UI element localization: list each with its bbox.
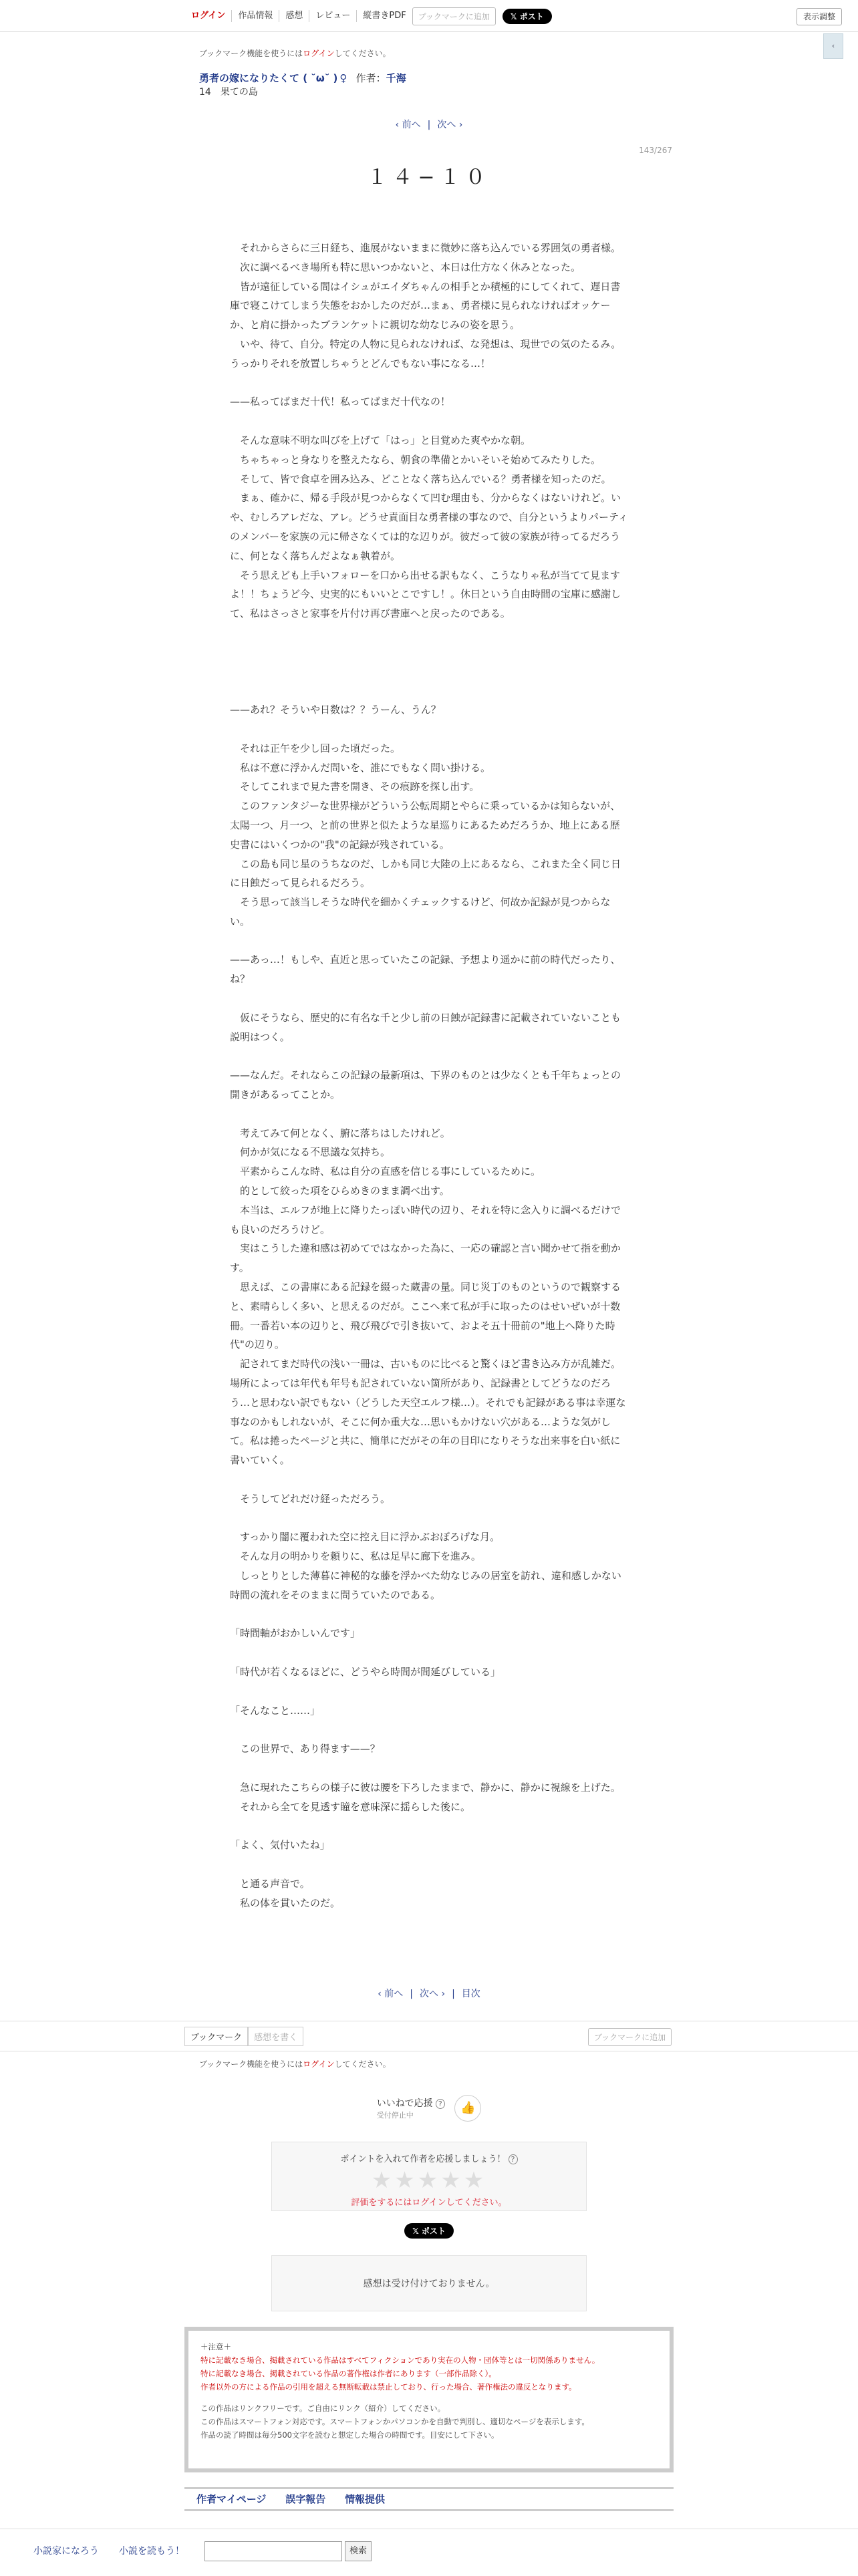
paragraph: と通る声音で。 xyxy=(230,1877,310,1890)
paragraph: ——あれ？そういや日数は？？うーん、うん？ xyxy=(230,704,441,716)
paragraph xyxy=(230,374,628,393)
author-link[interactable]: 千海 xyxy=(386,72,406,84)
paragraph xyxy=(230,1855,628,1874)
notice-red-1: 特に記載なき場合、掲載されている作品はすべてフィクションであり実在の人物・団体等とは一切関係ありません。 xyxy=(200,2355,600,2365)
paragraph: そしてこれまで見た書を開き、その痕跡を探し出す。 xyxy=(230,780,480,793)
paragraph: すっかり闇に覆われた空に控え目に浮かぶおぼろげな月。 xyxy=(230,1531,500,1544)
pager-bottom: ‹ 前へ | 次へ › | 目次 xyxy=(378,1989,480,1999)
notice-title: ＋注意＋ xyxy=(200,2342,231,2351)
x-post-button-bottom[interactable]: 𝕏 ポスト xyxy=(404,2223,454,2239)
paragraph: それから全てを見透す瞳を意味深に揺らした後に。 xyxy=(230,1800,471,1813)
paragraph: しっとりとした薄暮に神秘的な藤を浮かべた幼なじみの居室を訪れ、違和感しかない時間の流れをそのままに問うていたのである。 xyxy=(230,1569,621,1601)
paragraph xyxy=(230,989,628,1008)
footer-links xyxy=(184,2487,674,2511)
paragraph: 次に調べるべき場所も特に思いつかないと、本日は仕方なく休みとなった。 xyxy=(230,261,581,273)
author-mypage-link[interactable]: 作者マイページ xyxy=(196,2493,267,2505)
author-label: 作者： xyxy=(355,72,386,84)
next-link[interactable]: 次へ › xyxy=(437,120,463,130)
display-settings-button[interactable]: 表示調整 xyxy=(797,8,842,25)
paragraph: まぁ、確かに、帰る手段が見つからなくて凹む理由も、分からなくはないけれど。いや、むしろアレだな、アレ。どうせ責面目な勇者様の事なので、自分というよりパーティのメンバーを家族の元に帰さなくては的な辺りが。彼だって彼の家族が待ってるだろうに、何となく落ちんだよなぁ執着が。 xyxy=(230,492,628,562)
paragraph: 記されてまだ時代の浅い一冊は、古いものに比べると驚くほど書き込み方が乱雑だ。場所によっては年代も年号も記されていない箇所があり、記録書としてどうなのだろう…と思わない訳でもない（どうした天空エルフ様…）。それでも記録がある事は幸運な事なのかもしれないが、そこに何か重大な…思いもかけない穴がある…ような気がして。私は捲ったページと共に、簡単にだがその年の目印になりそうな出来事を白い紙に書いていく。 xyxy=(230,1358,626,1467)
rating-box xyxy=(271,2142,587,2211)
paragraph xyxy=(230,623,628,643)
paragraph: ——あっ…！もしや、直近と思っていたこの記録、予想より遥かに前の時代だったり、ね？ xyxy=(230,954,621,986)
paragraph xyxy=(230,1046,628,1066)
top-nav xyxy=(183,6,552,26)
pager-top: ‹ 前へ | 次へ › xyxy=(395,120,463,130)
novel-body xyxy=(230,239,628,1912)
note-text: ブックマーク機能を使うには xyxy=(199,2059,303,2069)
paragraph xyxy=(230,1759,628,1778)
notice-box xyxy=(184,2327,674,2472)
paragraph xyxy=(230,1643,628,1663)
series-title-link[interactable]: 勇者の嫁になりたくて ( ˘ω˘ ) ♀ xyxy=(199,72,347,84)
note-text-end: してください。 xyxy=(334,49,391,58)
search-input[interactable] xyxy=(204,2541,342,2561)
prev-link[interactable]: ‹ 前へ xyxy=(395,120,421,130)
novel-header xyxy=(199,71,406,85)
tab-bookmark[interactable]: ブックマーク xyxy=(184,2027,248,2046)
paragraph: この島も同じ星のうちなのだ、しかも同じ大陸の上にあるなら、これまた全く同じ日に日蝕だって見られるだろう。 xyxy=(230,857,621,889)
tab-write-impression[interactable]: 感想を書く xyxy=(248,2027,303,2046)
rating-stars[interactable]: ★★★★★ xyxy=(371,2167,487,2194)
notice-red-3: 作者以外の方による作品の引用を超える無断転載は禁止しており、行った場合、著作権法の違反となります。 xyxy=(200,2382,577,2392)
paragraph: 仮にそうなら、歴史的に有名な千と少し前の日蝕が記録書に記載されていないことも説明はつく。 xyxy=(230,1011,621,1043)
paragraph: 平素からこんな時、私は自分の直感を信じる事にしているために。 xyxy=(230,1165,541,1178)
paragraph: 考えてみて何となく、腑に落ちはしたけれど。 xyxy=(230,1127,450,1139)
paragraph: 「時代が若くなるほどに、どうやら時間が間延びしている」 xyxy=(230,1665,501,1678)
impressions-link[interactable]: 感想 xyxy=(279,10,309,22)
notice-gray-1: この作品はリンクフリーです。ご自由にリンク（紹介）してください。 xyxy=(200,2404,446,2413)
yomou-link[interactable]: 小説を読もう！ xyxy=(119,2546,184,2557)
rating-prompt: ポイントを入れて作者を応援しましょう！ xyxy=(340,2154,506,2164)
paragraph: そんな月の明かりを頼りに、私は足早に廊下を進み。 xyxy=(230,1550,481,1563)
paragraph xyxy=(230,1509,628,1528)
paragraph: 私は不意に浮かんだ問いを、誰にでもなく問い掛ける。 xyxy=(230,761,491,774)
paragraph: そう思って該当しそうな時代を細かくチェックするけど、何故か記録が見つからない。 xyxy=(230,896,611,927)
paragraph xyxy=(230,720,628,739)
paragraph xyxy=(230,643,628,662)
paragraph: ちゃちゃっと身なりを整えたなら、朝食の準備とかいそいそ始めてみたりした。 xyxy=(230,453,601,466)
paragraph: この世界で、あり得ます——？ xyxy=(230,1743,380,1755)
bottom-bar xyxy=(0,2021,858,2051)
review-link[interactable]: レビュー xyxy=(309,10,357,22)
paragraph: 思えば、この書庫にある記録を綴った蔵書の量。同じ災丁のものというので観察すると、素晴らしく多い、と思えるのだが。ここへ来て私が手に取ったのはせいぜいが十数冊。一番若い本の辺りと、飛び飛びで引き抜いて、およそ五十冊前の"地上へ降りた時代"の辺り。 xyxy=(230,1281,621,1351)
bookmark-add-button[interactable]: ブックマークに追加 xyxy=(412,7,496,25)
episode-label: 14 果ての島 xyxy=(199,87,258,98)
paragraph: それからさらに三日経ち、進展がないままに微妙に落ち込んでいる雰囲気の勇者様。 xyxy=(230,242,621,254)
typo-report-link[interactable]: 誤字報告 xyxy=(285,2493,326,2505)
notice-gray-2: この作品はスマートフォン対応です。スマートフォンかパソコンかを自動で判別し、適切なページを表示します。 xyxy=(200,2417,589,2426)
paragraph: そうしてどれだけ経っただろう。 xyxy=(230,1492,391,1505)
paragraph: そして、皆で食卓を囲み込み、どことなく落ち込んでいる？勇者様を知ったのだ。 xyxy=(230,472,611,485)
x-post-button[interactable]: 𝕏 ポスト xyxy=(503,9,552,24)
paragraph xyxy=(230,662,628,682)
note-text: ブックマーク機能を使うには xyxy=(199,49,303,58)
paragraph: 実はこうした違和感は初めてではなかった為に、一応の確認と言い聞かせて指を動かす。 xyxy=(230,1242,621,1274)
bookmark-add-button-bottom[interactable]: ブックマークに追加 xyxy=(588,2028,672,2046)
rating-login-hint[interactable]: 評価をするにはログインしてください。 xyxy=(351,2198,507,2208)
paragraph: 急に現れたこちらの様子に彼は腰を下ろしたままで、静かに、静かに視線を上げた。 xyxy=(230,1781,621,1794)
page-number: 143/267 xyxy=(639,146,672,155)
paragraph xyxy=(230,1105,628,1124)
paragraph xyxy=(230,1816,628,1836)
paragraph xyxy=(230,681,628,700)
bottom-tabs xyxy=(184,2027,303,2046)
like-button[interactable] xyxy=(454,2095,481,2122)
thumb-icon: 👍 xyxy=(460,2101,476,2115)
side-collapse-tab[interactable]: ‹ xyxy=(823,33,843,59)
paragraph: ——なんだ。それならこの記録の最新項は、下界のものとは少なくとも千年ちょっとの開きがあるってことか。 xyxy=(230,1069,621,1101)
bookmark-login-note-bottom xyxy=(199,2058,391,2069)
paragraph: 皆が遠征している間はイシュがエイダちゃんの相手とか積極的にしてくれて、遅日書庫で寝こけてしまう失態をおかしたのだが…まぁ、勇者様に見られなければオッケーか、と肩に掛かったブランケットに親切な幼なじみの姿を思う。 xyxy=(230,280,621,331)
top-bar xyxy=(0,0,858,32)
paragraph: それは正午を少し回った頃だった。 xyxy=(230,742,401,754)
paragraph: 「時間軸がおかしいんです」 xyxy=(230,1627,361,1640)
paragraph: そう思えども上手いフォローを口から出せる訳もなく、こうなりゃ私が当てて見ますよ！！ちょうど今、史実的にもいいとこですし！。休日という自由時間の宝庫に感謝して、私はさっさと家事を片付け再び書庫へと戻ったのである。 xyxy=(230,569,621,620)
paragraph: 的として絞った項をひらめきのまま調べ出す。 xyxy=(230,1185,450,1197)
info-report-link[interactable]: 情報提供 xyxy=(344,2493,385,2505)
paragraph: そんな意味不明な叫びを上げて「はっ」と目覚めた爽やかな朝。 xyxy=(230,434,531,446)
author-line xyxy=(356,72,406,84)
toc-link[interactable]: 目次 xyxy=(461,1989,480,1999)
note-login-link[interactable]: ログイン xyxy=(303,49,335,58)
paragraph: ——私ってばまだ十代！私ってばまだ十代なの！ xyxy=(230,396,451,408)
help-icon[interactable]: ? xyxy=(436,2099,445,2109)
note-text-end: してください。 xyxy=(334,2059,391,2069)
paragraph: 本当は、エルフが地上に降りたっぽい時代の辺り、それを特に念入りに調べるだけでも良いのだろうけど。 xyxy=(230,1203,621,1236)
impressions-closed: 感想は受け付けておりません。 xyxy=(271,2255,587,2311)
paragraph: 私の体を貫いたのだ。 xyxy=(230,1896,341,1909)
paragraph xyxy=(230,1605,628,1624)
paragraph xyxy=(230,1720,628,1739)
paragraph: 「そんなこと……」 xyxy=(230,1704,321,1717)
prev-link-bottom[interactable]: ‹ 前へ xyxy=(378,1989,404,1999)
paragraph: いや、待て、自分。特定の人物に見られなければ、な発想は、現世での気のたるみ。うっかりそれを放置しちゃうとどんでもない事になる…！ xyxy=(230,337,621,370)
paragraph: 何かが気になる不思議な気持ち。 xyxy=(230,1146,391,1159)
paragraph xyxy=(230,932,628,951)
like-label: いいねで応援 xyxy=(376,2098,433,2109)
paragraph: このファンタジーな世界様がどういう公転周期とやらに乗っているかは知らないが、太陽一つ、月一つ、と前の世界と似たような星巡りにあるためだろうか、地上にある歴史書にはいくつかの"我"の記録が残されている。 xyxy=(230,800,621,851)
paragraph xyxy=(230,1470,628,1489)
login-link[interactable]: ログイン xyxy=(183,10,232,22)
help-icon[interactable]: ? xyxy=(509,2154,518,2164)
chapter-title: １４−１０ xyxy=(367,166,491,189)
like-status: 受付停止中 xyxy=(376,2111,414,2120)
notice-gray-3: 作品の読了時間は毎分500文字を読むと想定した場合の時間です。目安にして下さい。 xyxy=(200,2430,499,2440)
narou-link[interactable]: 小説家になろう xyxy=(33,2546,99,2557)
next-link-bottom[interactable]: 次へ › xyxy=(420,1989,446,1999)
paragraph xyxy=(230,1682,628,1701)
bookmark-login-note xyxy=(199,47,391,59)
work-info-link[interactable]: 作品情報 xyxy=(232,10,279,22)
vertical-pdf-link[interactable]: 縦書きPDF xyxy=(363,11,406,21)
search-button[interactable]: 検索 xyxy=(345,2541,372,2561)
paragraph xyxy=(230,412,628,431)
paragraph: 「よく、気付いたね」 xyxy=(230,1839,330,1852)
note-login-link[interactable]: ログイン xyxy=(303,2059,335,2069)
site-footer xyxy=(0,2529,858,2576)
like-section xyxy=(0,2095,858,2122)
notice-red-2: 特に記載なき場合、掲載されている作品の著作権は作者にあります（一部作品除く）。 xyxy=(200,2369,496,2378)
